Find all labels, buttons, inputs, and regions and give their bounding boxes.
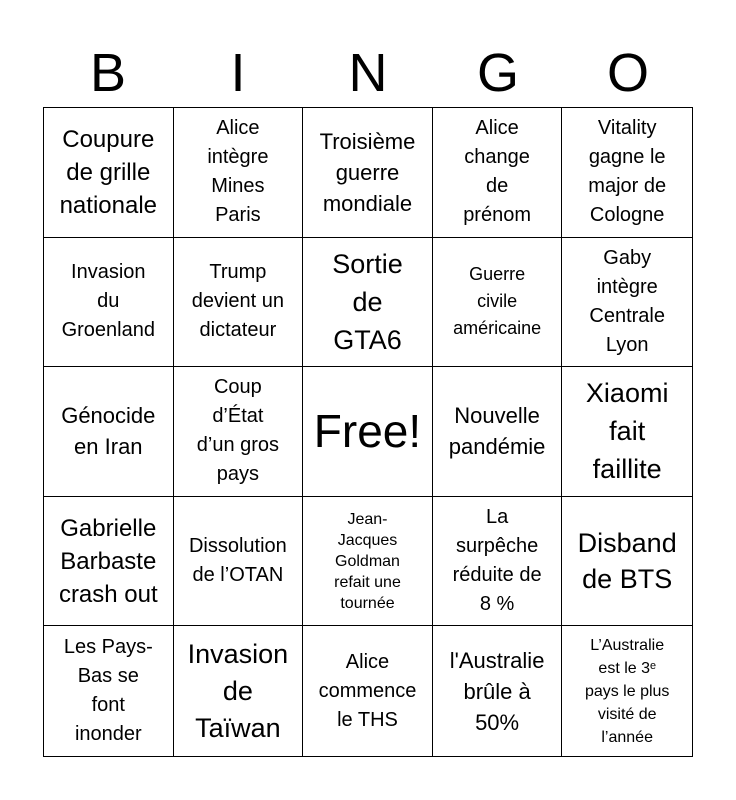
header-letter-b: B: [89, 43, 127, 103]
bingo-cell[interactable]: [303, 238, 433, 368]
bingo-cell[interactable]: [303, 497, 433, 627]
cell-text: Troisième guerre mondiale: [319, 128, 416, 216]
cell-text: Alice intègre Mines Paris: [207, 117, 269, 227]
cell-text: Disband de BTS: [577, 528, 677, 595]
cell-text: Alice change de prénom: [463, 117, 531, 227]
bingo-cell[interactable]: [174, 238, 304, 368]
bingo-cell[interactable]: [562, 238, 692, 368]
bingo-cell[interactable]: [44, 238, 174, 368]
header-letter-g: G: [476, 43, 519, 103]
cell-text: Gabrielle Barbaste crash out: [58, 514, 158, 608]
bingo-cell[interactable]: [303, 626, 433, 756]
cell-text: Nouvelle pandémie: [448, 403, 546, 460]
bingo-cell[interactable]: [433, 238, 563, 368]
header-letter-o: O: [606, 43, 649, 103]
cell-text: Sortie de GTA6: [332, 248, 403, 355]
cell-text: Trump devient un dictateur: [191, 261, 285, 342]
bingo-cell[interactable]: [174, 108, 304, 238]
bingo-cell[interactable]: [433, 367, 563, 497]
cell-text: L’Australie est le 3ᵉ pays le plus visité de l’année: [584, 636, 670, 746]
cell-text: Invasion du Groenland: [61, 261, 155, 342]
bingo-cell[interactable]: [562, 626, 692, 756]
bingo-cell[interactable]: [44, 367, 174, 497]
bingo-cell[interactable]: [433, 626, 563, 756]
cell-text: Coup d’État d’un gros pays: [196, 376, 280, 486]
cell-text: Invasion de Taïwan: [187, 638, 289, 743]
cell-text: Gaby intègre Centrale Lyon: [589, 246, 665, 356]
bingo-cell[interactable]: [433, 108, 563, 238]
bingo-cell[interactable]: [303, 108, 433, 238]
bingo-cell[interactable]: [44, 108, 174, 238]
free-space[interactable]: [303, 367, 433, 497]
cell-text: Guerre civile américaine: [453, 264, 542, 339]
cell-text: Jean- Jacques Goldman refait une tournée: [334, 510, 401, 612]
bingo-cell[interactable]: [174, 367, 304, 497]
cell-text: Dissolution de l’OTAN: [188, 535, 287, 587]
cell-text: Coupure de grille nationale: [59, 125, 157, 219]
cell-text: Alice commence le THS: [318, 650, 417, 731]
bingo-cell[interactable]: [44, 626, 174, 756]
bingo-cell[interactable]: [174, 626, 304, 756]
cell-text: Les Pays- Bas se font inonder: [63, 636, 153, 746]
bingo-cell[interactable]: [433, 497, 563, 627]
bingo-cell[interactable]: [562, 108, 692, 238]
cell-text: La surpêche réduite de 8 %: [452, 506, 542, 616]
header-letter-i: I: [230, 43, 246, 103]
free-text: Free!: [313, 405, 422, 458]
cell-text: Xiaomi fait faillite: [585, 378, 669, 485]
cell-text: Vitality gagne le major de Cologne: [588, 117, 667, 227]
cell-text: Génocide en Iran: [61, 403, 156, 460]
header-letter-n: N: [348, 43, 388, 103]
bingo-cell[interactable]: [562, 367, 692, 497]
bingo-cell[interactable]: [562, 497, 692, 627]
bingo-cell[interactable]: [174, 497, 304, 627]
bingo-grid: [43, 107, 693, 757]
cell-text: l'Australie brûle à 50%: [449, 647, 545, 735]
bingo-cell[interactable]: [44, 497, 174, 627]
bingo-header: [43, 40, 693, 106]
